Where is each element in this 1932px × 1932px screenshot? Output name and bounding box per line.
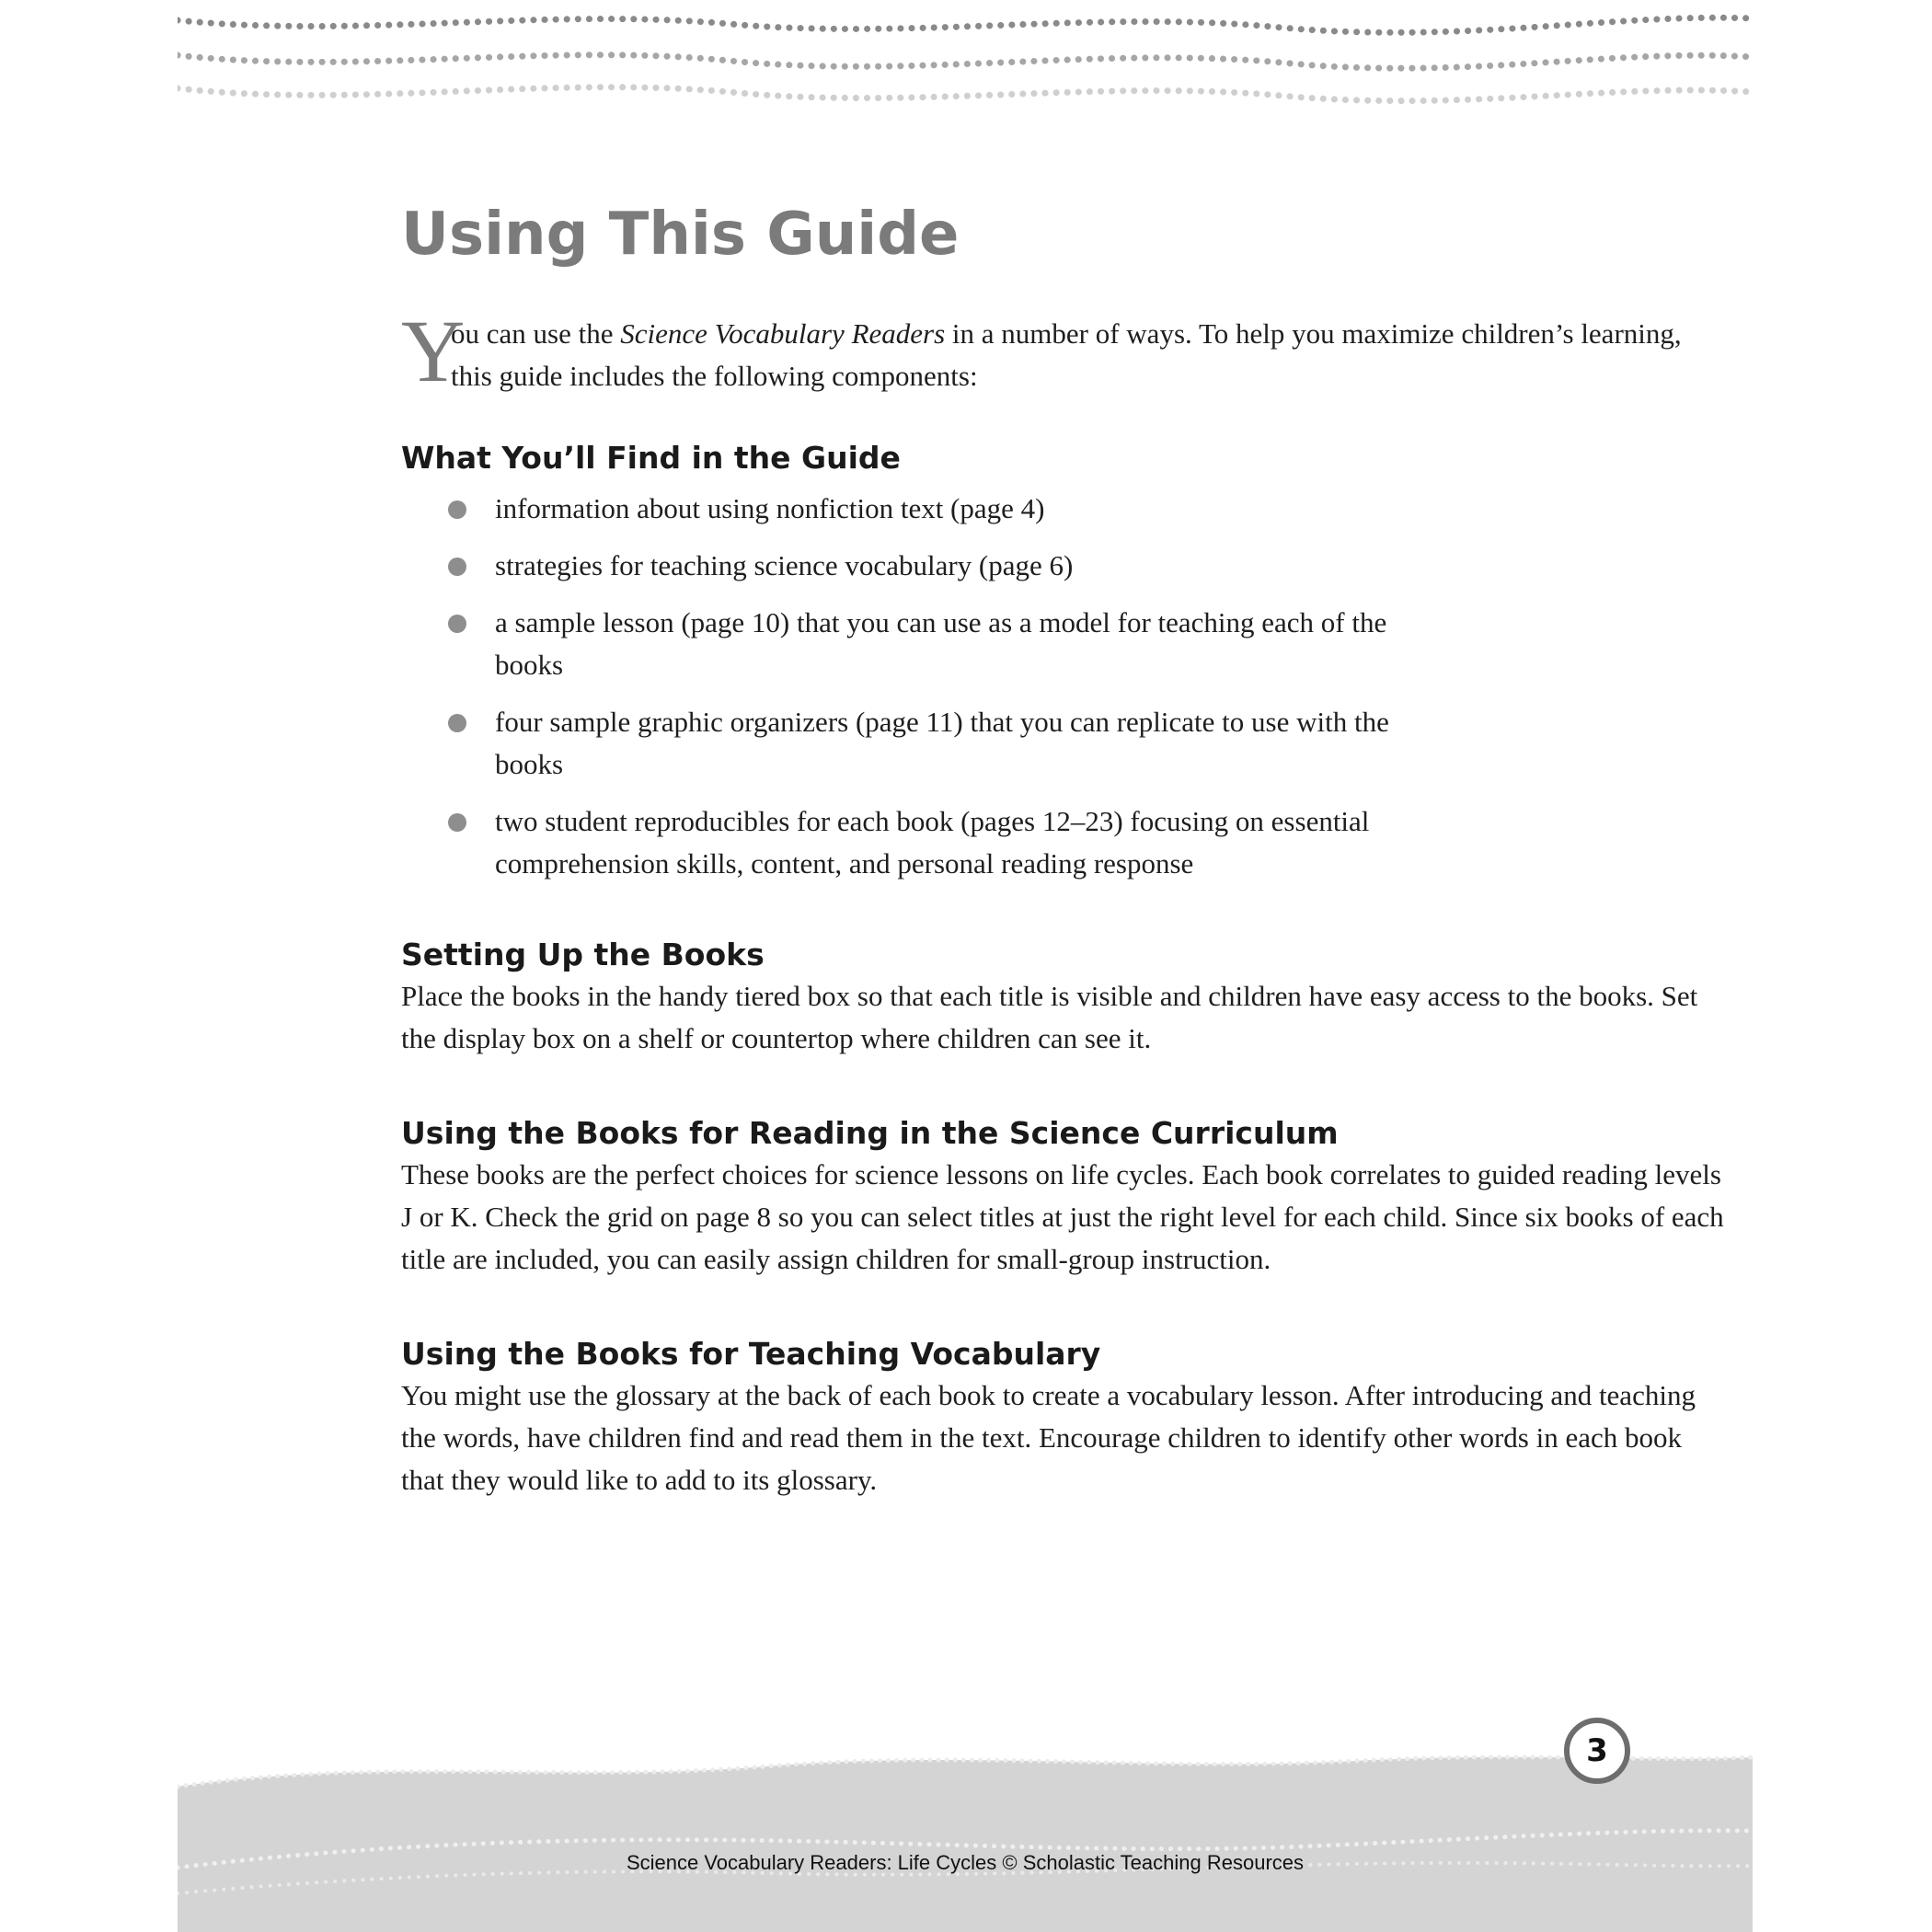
section-heading-setting-up: Setting Up the Books — [401, 937, 765, 972]
intro-text-end: in a number of ways. To help you maximize children’s learning, this guide includes the following components: — [451, 317, 1682, 392]
list-item-text: strategies for teaching science vocabulary (page 6) — [495, 549, 1074, 581]
section-teaching-vocabulary — [401, 1334, 1726, 1501]
main-content — [401, 193, 1726, 1501]
list-item — [401, 602, 1415, 686]
document-page — [178, 0, 1753, 1932]
list-item-text: two student reproducibles for each book (pages 12–23) focusing on essential comprehension skills, content, and personal reading response — [495, 805, 1370, 880]
page-title: Using This Guide — [401, 201, 960, 269]
list-item-text: four sample graphic organizers (page 11) that you can replicate to use with the books — [495, 706, 1389, 780]
list-item — [401, 488, 1415, 530]
wave-band-bottom — [178, 1730, 1753, 1932]
drop-cap: Y — [401, 302, 466, 400]
list-item — [401, 701, 1415, 786]
bullet-icon — [448, 615, 466, 633]
components-list — [401, 488, 1726, 885]
list-item-text: information about using nonfiction text (page 4) — [495, 492, 1045, 524]
bullet-icon — [448, 558, 466, 576]
list-item — [401, 800, 1415, 885]
section-setting-up — [401, 935, 1726, 1060]
dotted-wave-border-top — [178, 0, 1753, 120]
intro-text-start: ou can use the — [451, 317, 621, 350]
list-item-text: a sample lesson (page 10) that you can use as a model for teaching each of the books — [495, 606, 1387, 681]
section-heading-find: What You’ll Find in the Guide — [401, 440, 901, 476]
bullet-icon — [448, 500, 466, 519]
page-number-badge: 3 — [1564, 1718, 1630, 1784]
list-item — [401, 545, 1415, 587]
bullet-icon — [448, 714, 466, 732]
section-body-setting-up: Place the books in the handy tiered box so that each title is visible and children have easy access to the books. Set the display box on a shelf or countertop where children can see it. — [401, 980, 1698, 1054]
footer-credit: Science Vocabulary Readers: Life Cycles © Scholastic Teaching Resources — [626, 1851, 1305, 1874]
section-reading-curriculum — [401, 1113, 1726, 1281]
section-heading-reading-curriculum: Using the Books for Reading in the Science Curriculum — [401, 1115, 1339, 1151]
section-heading-teaching-vocabulary: Using the Books for Teaching Vocabulary — [401, 1336, 1101, 1372]
section-body-reading-curriculum: These books are the perfect choices for science lessons on life cycles. Each book correlates to guided reading levels J or K. Check the grid on page 8 so you can select titles at just the right level for each child. Since six books of each title are included, you can easily assign children for small-group instruction. — [401, 1158, 1724, 1275]
intro-paragraph — [401, 302, 1726, 400]
intro-book-title: Science Vocabulary Readers — [620, 317, 946, 350]
section-body-teaching-vocabulary: You might use the glossary at the back of each book to create a vocabulary lesson. After introducing and teaching the words, have children find and read them in the text. Encourage children to identify other words in each book that they would like to add to its glossary. — [401, 1379, 1696, 1496]
bullet-icon — [448, 813, 466, 832]
